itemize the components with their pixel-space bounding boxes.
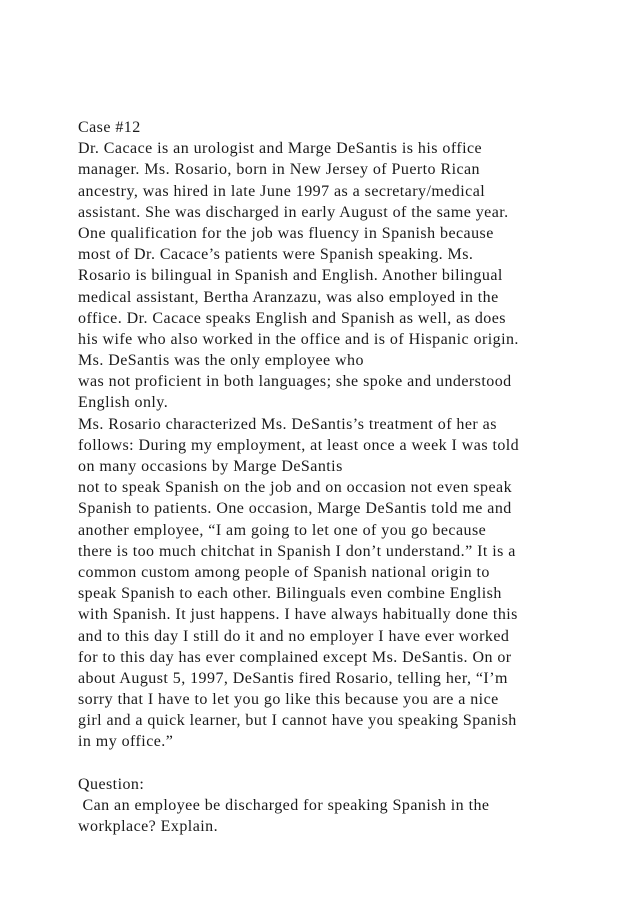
text-line: Dr. Cacace is an urologist and Marge DeSantis is his office — [78, 140, 483, 158]
question-text-block — [78, 774, 618, 838]
case-text-block — [78, 117, 618, 753]
text-line: office. Dr. Cacace speaks English and Spanish as well, as does — [78, 309, 506, 327]
text-line: Ms. DeSantis was the only employee who — [78, 352, 364, 370]
text-line: not to speak Spanish on the job and on occasion not even speak — [78, 479, 513, 497]
text-line: his wife who also worked in the office and is of Hispanic origin. — [78, 330, 519, 348]
text-line: medical assistant, Bertha Aranzazu, was also employed in the — [78, 288, 499, 306]
text-line: Can an employee be discharged for speaking Spanish in the — [78, 797, 490, 814]
text-line: and to this day I still do it and no employer I have ever worked — [78, 627, 510, 645]
text-line: sorry that I have to let you go like this because you are a nice — [78, 691, 499, 709]
text-line: for to this day has ever complained except Ms. DeSantis. On or — [78, 648, 512, 666]
document-body — [78, 117, 618, 837]
text-line: girl and a quick learner, but I cannot have you speaking Spanish — [78, 712, 517, 730]
text-line: Ms. Rosario characterized Ms. DeSantis’s treatment of her as — [78, 415, 497, 433]
text-line: there is too much chitchat in Spanish I don’t understand.” It is a — [78, 542, 516, 560]
text-line: English only. — [78, 394, 169, 412]
text-line: common custom among people of Spanish national origin to — [78, 563, 490, 581]
text-line: with Spanish. It just happens. I have always habitually done this — [78, 606, 518, 624]
text-line: follows: During my employment, at least once a week I was told — [78, 436, 520, 454]
text-line: manager. Ms. Rosario, born in New Jersey of Puerto Rican — [78, 161, 481, 179]
text-line: was not proficient in both languages; she spoke and understood — [78, 373, 512, 391]
text-line: workplace? Explain. — [78, 818, 219, 836]
text-line: Spanish to patients. One occasion, Marge DeSantis told me and — [78, 500, 512, 518]
text-line: ancestry, was hired in late June 1997 as a secretary/medical — [78, 182, 486, 200]
text-line: in my office.” — [78, 733, 174, 751]
case-title: Case #12 — [78, 119, 141, 136]
paragraph-spacer — [78, 753, 618, 774]
text-line: about August 5, 1997, DeSantis fired Rosario, telling her, “I’m — [78, 669, 508, 687]
text-line: on many occasions by Marge DeSantis — [78, 458, 343, 475]
text-line: another employee, “I am going to let one of you go because — [78, 521, 487, 539]
question-heading: Question: — [78, 775, 145, 793]
text-line: One qualification for the job was fluency in Spanish because — [78, 224, 494, 242]
text-line: Rosario is bilingual in Spanish and English. Another bilingual — [78, 267, 503, 285]
text-line: assistant. She was discharged in early August of the same year. — [78, 203, 509, 221]
text-line: speak Spanish to each other. Bilinguals even combine English — [78, 585, 502, 603]
text-line: most of Dr. Cacace’s patients were Spanish speaking. Ms. — [78, 246, 474, 264]
